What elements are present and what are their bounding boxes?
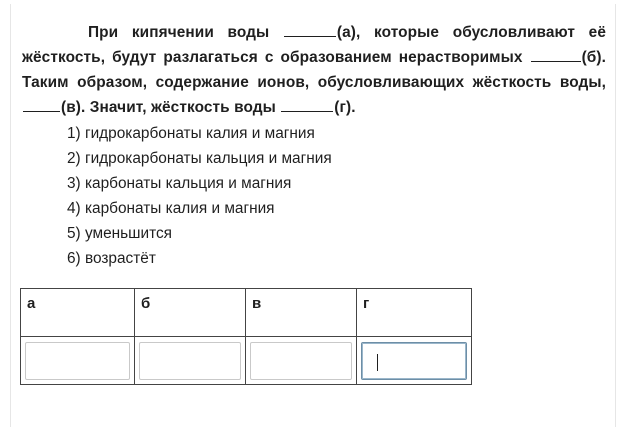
answer-table — [20, 288, 472, 385]
blank-a — [284, 22, 336, 37]
column-header-b: б — [135, 289, 246, 337]
answer-option: 4) карбонаты калия и магния — [67, 200, 275, 217]
column-header-a: а — [21, 289, 135, 337]
answer-table-header-row — [21, 289, 472, 337]
column-header-g: г — [357, 289, 472, 337]
answer-table-input-row — [21, 337, 472, 385]
answer-input-b[interactable] — [139, 342, 241, 380]
blank-b — [531, 47, 581, 62]
answer-option: 6) возрастёт — [67, 250, 156, 267]
answer-option: 5) уменьшится — [67, 225, 172, 242]
task-text-part-5: (г). — [334, 99, 356, 116]
answer-cell-b — [135, 337, 246, 385]
answer-cell-a — [21, 337, 135, 385]
text-cursor — [377, 354, 378, 371]
answer-cell-v — [246, 337, 357, 385]
answer-input-a[interactable] — [25, 342, 130, 380]
answer-cell-g — [357, 337, 472, 385]
task-text-part-1: При кипячении воды — [88, 24, 283, 41]
task-text-part-2: (а), которые обусловливают её жёсткость, будут разлагаться с образованием нерастворимых — [22, 24, 606, 66]
task-text-part-4: (в). Значит, жёсткость воды — [61, 99, 281, 116]
answer-option: 3) карбонаты кальция и магния — [67, 175, 292, 192]
answer-option: 1) гидрокарбонаты калия и магния — [67, 125, 315, 142]
answer-options-list — [67, 121, 332, 271]
answer-input-g[interactable] — [361, 342, 467, 380]
blank-g — [281, 97, 333, 112]
task-text-part-3: (б). Таким образом, содержание ионов, обусловливающих жёсткость воды, — [22, 49, 606, 91]
column-header-v: в — [246, 289, 357, 337]
blank-v — [23, 97, 60, 112]
answer-option: 2) гидрокарбонаты кальция и магния — [67, 150, 332, 167]
task-paragraph — [22, 20, 606, 120]
task-text — [22, 20, 606, 120]
answer-input-v[interactable] — [250, 342, 352, 380]
